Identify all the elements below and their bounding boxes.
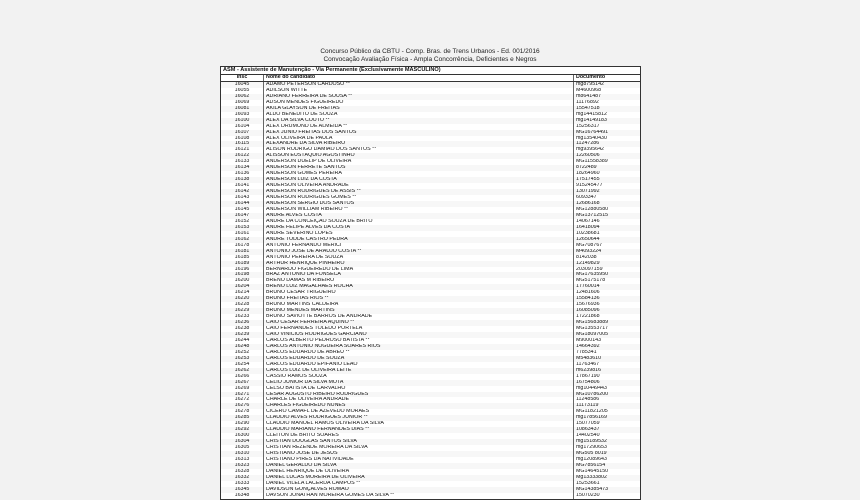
cell-insc: 16200 <box>221 278 264 284</box>
cell-name: ANDERSON WILLIAM RIBEIRO ** <box>264 207 574 213</box>
cell-name: CLÁUDIO ALVES RODRIGUES JÚNIOR ** <box>264 415 574 421</box>
cell-insc: 16262 <box>221 368 264 374</box>
cell-name: DAVIDSON GONÇALVES ROMÃO <box>264 487 574 493</box>
cell-insc: 16271 <box>221 392 264 398</box>
cell-name: ÁKILA GLAYSON DE FREITAS <box>264 106 574 112</box>
cell-insc: 16252 <box>221 350 264 356</box>
cell-document: MG15683889 <box>574 320 641 326</box>
cell-insc: 16272 <box>221 397 264 403</box>
cell-insc: 16333 <box>221 481 264 487</box>
cell-name: CRISTIAN REZENDE MOREIRA DA SILVA <box>264 445 574 451</box>
cell-document: 17867190 <box>576 373 600 379</box>
cell-insc: 16305 <box>221 445 264 451</box>
cell-name: CAIO VINICIUS RODRIGUES GARCIANO <box>264 332 574 338</box>
cell-name: BRUNO FREITAS RIOS ** <box>264 296 574 302</box>
cell-document: MG5175178 <box>576 278 606 284</box>
cell-insc: 16093 <box>221 112 264 118</box>
column-header-insc: Insc <box>221 75 264 81</box>
document-title: Concurso Público da CBTU - Comp. Bras. de Trens Urbanos - Ed. 001/2016 <box>320 48 540 55</box>
cell-document: mg14149183 <box>574 118 641 124</box>
cell-insc: 16266 <box>221 374 264 380</box>
cell-document: MG708767 <box>576 242 603 248</box>
cell-document: mg10449443 <box>576 385 607 391</box>
cell-document: 14402540 <box>576 433 600 439</box>
cell-insc: 16122 <box>221 153 264 159</box>
cell-name: ANDRÉ FELIPE ALVES DA COSTA <box>264 225 574 231</box>
cell-document: 915245477 <box>576 183 603 189</box>
cell-document: M4600968 <box>576 87 602 93</box>
cell-insc: 16198 <box>221 272 264 278</box>
cell-name: BERNARDO FIGUEIREDO DE LIMA <box>264 267 574 273</box>
cell-document: mg12089643 <box>576 457 607 462</box>
cell-insc: 16328 <box>221 469 264 475</box>
cell-name: CLEITON DE BRITO SOARES <box>264 433 574 439</box>
cell-document: MG12880580 <box>576 206 609 212</box>
cell-document: M4093224 <box>574 249 641 255</box>
cell-document: MG10786200 <box>574 392 641 398</box>
cell-document: MG16764491 <box>574 130 641 136</box>
cell-insc: 16162 <box>221 237 264 243</box>
cell-insc: 16239 <box>221 332 264 338</box>
cell-name: ANDERSON RODRIGUES DE ASSIS ** <box>264 189 574 195</box>
cell-insc: 16323 <box>221 463 264 469</box>
cell-insc: 16143 <box>221 195 264 201</box>
cell-insc: 16244 <box>221 338 264 344</box>
cell-name: ANDERSON OLIVEIRA ANDRADE <box>264 183 574 189</box>
column-header-document: Documento <box>574 75 641 81</box>
cell-document: 8142038 <box>576 254 597 260</box>
cell-document: m6239816 <box>574 368 641 374</box>
cell-document: 15547518 <box>574 106 641 112</box>
cell-document: 7785341 <box>576 349 597 355</box>
cell-name: CLÁUDIO MANOEL RAMOS OLIVEIRA DA SILVA <box>264 421 574 427</box>
cell-document: MG17635950 <box>574 272 641 278</box>
cell-name: CAIO CESAR FERREIRA AQUINO ** <box>264 320 574 326</box>
cell-name: BRUNO CÉSAR TRIGUEIRO <box>264 290 574 296</box>
cell-document: 11176892 <box>576 99 599 105</box>
cell-document: MG14385473 <box>574 487 641 493</box>
cell-document: MG18097005 <box>574 332 641 338</box>
cell-document: M5483610 <box>574 356 641 362</box>
cell-name: ADAMO PETERSON CARDOSO ** <box>264 81 574 87</box>
cell-document: 12650644 <box>574 237 641 243</box>
cell-document: MG11821205 <box>576 409 608 415</box>
cell-insc: 16285 <box>221 415 264 421</box>
cell-document: 13071992 <box>574 189 641 195</box>
cell-name: CARLOS EDUARDO DE ABREU ** <box>264 350 574 356</box>
cell-name: CHARLE DE OLIVEIRA ANDRADE <box>264 397 574 403</box>
cell-name: CARLOS EDUARDO DE SOUZA <box>264 356 574 362</box>
cell-document: 15253661 <box>576 480 600 486</box>
document-subtitle: Convocação Avaliação Física - Ampla Concorrência, Deficientes e Negros <box>323 56 537 63</box>
cell-document: 16085096 <box>574 308 641 314</box>
cell-name: CLAUDIO MARIANO FERNANDES DIAS ** <box>264 427 574 433</box>
cell-insc: 16248 <box>221 344 264 350</box>
cell-insc: 16152 <box>221 219 264 225</box>
cell-insc: 16189 <box>221 261 264 267</box>
cell-name: DANIEL GERALDO DA SILVA <box>264 463 574 469</box>
cell-name: ANDRÉ ALVES COSTA <box>264 213 574 219</box>
cell-name: ANDERSON DUELIP DE OLIVEIRA <box>264 159 574 165</box>
table-body <box>221 81 640 498</box>
cell-insc: 16144 <box>221 201 264 207</box>
cell-insc: 16153 <box>221 225 264 231</box>
cell-name: ADRIANO FERREIRA DE SOUSA ** <box>264 94 574 100</box>
cell-document: 12149829 <box>574 261 641 267</box>
cell-name: ALDO BENEDITO DE SOUZA <box>264 112 574 118</box>
cell-document: mg14415812 <box>576 111 607 117</box>
cell-insc: 16278 <box>221 409 264 415</box>
cell-insc: 16233 <box>221 314 264 320</box>
cell-document: 8722489 <box>574 165 641 171</box>
cell-document: MG13712515 <box>574 213 641 219</box>
cell-insc: 16185 <box>221 255 264 261</box>
cell-insc: 16313 <box>221 457 264 463</box>
cell-insc: 16228 <box>221 302 264 308</box>
cell-name: BRUNO MARTINS CALDEIRA <box>264 302 574 308</box>
cell-document: MG505 8019 <box>574 451 641 457</box>
cell-document: m8641487 <box>574 94 641 100</box>
cell-name: ANDERSON LUIZ DA COSTA <box>264 177 574 183</box>
cell-name: ALEX DRUMOND DE ALMEIDA ** <box>264 124 574 130</box>
cell-document: 14664392 <box>574 344 641 350</box>
cell-name: DANIEL LUCAS MOREIRA DE OLIVEIRA <box>264 475 574 481</box>
cell-name: CARLOS ANTONIO NOGUEIRA SOARES RIOS <box>264 344 574 350</box>
cell-document: mg13540430 <box>576 135 607 141</box>
cell-name: ALEX JUNIO FREITAS DOS SANTOS <box>264 130 574 136</box>
cell-insc: 16062 <box>221 94 264 100</box>
cell-name: BRENO LUIZ MAGALHÃES ROCHA <box>264 284 574 290</box>
cell-document: 6093347 <box>576 195 597 201</box>
cell-document: mg8795142 <box>574 81 641 87</box>
cell-insc: 16181 <box>221 249 264 255</box>
cell-name: ALEX OLIVEIRA DE PAULA <box>264 136 574 142</box>
cell-insc: 16055 <box>221 88 264 94</box>
cell-insc: 16269 <box>221 386 264 392</box>
cell-document: 15256317 <box>576 123 600 129</box>
cell-name: DANIEL VILELA LACERDA CAMPOS ** <box>264 481 574 487</box>
cell-name: BRENO DAMAS M RIBEIRO <box>264 278 574 284</box>
cell-name: CHARLES FIGUEIREDO NUNES <box>264 403 574 409</box>
cell-insc: 16147 <box>221 213 264 219</box>
cell-document: 15077059 <box>576 421 600 427</box>
cell-name: ANTONIO JOSÉ DE ARAÚJO COSTA ** <box>264 249 574 255</box>
cell-insc: 16310 <box>221 451 264 457</box>
cell-name: ANTÔNIO FERNANDO MÉRICI <box>264 243 574 249</box>
cell-name: ANTÔNIO PEREIRA DE SOUZA <box>264 255 574 261</box>
cell-document: mg17856169 <box>574 415 641 421</box>
cell-insc: 16236 <box>221 320 264 326</box>
cell-insc: 16121 <box>221 147 264 153</box>
cell-name: CARLOS EDUARDO EPIFÂNIO LEÃO <box>264 362 574 368</box>
cell-document: 14067146 <box>576 218 600 224</box>
cell-insc: 16214 <box>221 290 264 296</box>
cell-insc: 16133 <box>221 159 264 165</box>
cell-insc: 16069 <box>221 100 264 106</box>
cell-name: DANIEL HENRIQUE DE OLIVEIRA <box>264 469 574 475</box>
cell-insc: 16204 <box>221 284 264 290</box>
cell-document: mg9395642 <box>576 147 604 153</box>
cell-insc: 16104 <box>221 124 264 130</box>
cell-insc: 16134 <box>221 165 264 171</box>
cell-insc: 16254 <box>221 362 264 368</box>
cell-insc: 16141 <box>221 183 264 189</box>
cell-name: ALEXANDRE DA SILVA RIBEIRO <box>264 141 574 147</box>
cell-document: 17760014 <box>574 284 641 290</box>
cell-insc: 16220 <box>221 296 264 302</box>
cell-name: BRUNO MENDES MARTINS <box>264 308 574 314</box>
cell-name: ARTHUR HENRIQUE PINHEIRO <box>264 261 574 267</box>
cell-name: ANDERSON SÉRGIO DOS SANTOS <box>264 201 574 207</box>
cell-name: CRISTIANO JOSÉ DE JESUS <box>264 451 574 457</box>
cell-insc: 16045 <box>221 81 264 87</box>
cell-document: 17517455 <box>574 177 641 183</box>
cell-insc: 16108 <box>221 136 264 142</box>
cell-name: CÉLIO JUNIOR DA SILVA MOTA <box>264 380 574 386</box>
cell-name: ADILSON WITTE <box>264 88 574 94</box>
cell-document: MG11558389 <box>576 159 608 165</box>
cell-document: 10238681 <box>576 230 600 236</box>
cell-document: 16754806 <box>574 380 641 386</box>
cell-insc: 16100 <box>221 118 264 124</box>
table-row <box>221 493 640 499</box>
candidates-table <box>220 66 641 500</box>
cell-name: ANDERSON FERRETE SANTOS <box>264 165 574 171</box>
cell-insc: 16300 <box>221 433 264 439</box>
cell-document: 12481606 <box>576 290 600 296</box>
cell-document: 15584136 <box>574 296 641 302</box>
cell-document: 10863437 <box>574 427 641 433</box>
cell-name: ALISSON EUSTÁQUIO AGOSTINHO <box>264 153 574 159</box>
column-header-name: Nome do candidato <box>264 75 574 81</box>
cell-insc: 16115 <box>221 141 264 147</box>
cell-insc: 16290 <box>221 421 264 427</box>
cell-name: CAIO FERNANDES TOLEDO PORTELA <box>264 326 574 332</box>
cell-insc: 16107 <box>221 130 264 136</box>
cell-insc: 16138 <box>221 177 264 183</box>
cell-insc: 16348 <box>221 493 264 499</box>
cell-name: ALISON RODRIGO DAMIÃO DOS SANTOS ** <box>264 147 574 153</box>
cell-insc: 16142 <box>221 189 264 195</box>
cell-insc: 16292 <box>221 427 264 433</box>
cell-name: CELSO BATISTA DE CARVALHO <box>264 386 574 392</box>
cell-document: 203097159 <box>576 266 603 272</box>
cell-insc: 16253 <box>221 356 264 362</box>
cell-document: M9000143 <box>576 337 602 343</box>
cell-name: ANDRÉ DA CONCEIÇÃO SOUZA DE BRITO <box>264 219 574 225</box>
cell-insc: 16238 <box>221 326 264 332</box>
cell-document: Mg13333802 <box>574 475 641 481</box>
cell-name: BRUNO SAVIOTTE BARROS DE ANDRADE <box>264 314 574 320</box>
cell-document: mg15189532 <box>574 439 641 445</box>
cell-insc: 16304 <box>221 439 264 445</box>
cell-insc: 16267 <box>221 380 264 386</box>
cell-document: MG14645150 <box>576 468 609 474</box>
cell-name: BRAZ ANTONIO DA FONSECA <box>264 272 574 278</box>
cell-insc: 16276 <box>221 403 264 409</box>
cell-insc: 16332 <box>221 475 264 481</box>
cell-document: 11248586 <box>576 397 600 403</box>
cell-document: 12260506 <box>574 153 641 159</box>
cell-name: CÍCERO CAMAFL DE AZEVEDO MORAES <box>264 409 574 415</box>
cell-document: 11247286 <box>574 141 641 147</box>
cell-document: 15676936 <box>576 302 600 308</box>
cell-document: 16418094 <box>574 225 641 231</box>
cell-insc: 16136 <box>221 171 264 177</box>
cell-name: ANDERSON GOMES PEREIRA <box>264 171 574 177</box>
cell-document: 12686168 <box>574 201 641 207</box>
cell-name: CRISTIAN DOUGLAS SANTOS SILVA <box>264 439 574 445</box>
cell-name: CRISTIANO PIRES DA NATIVIDADE <box>264 457 574 463</box>
cell-name: ANDRÉ TODDE CASTRO PEDRA <box>264 237 574 243</box>
cell-document: 11173119 <box>574 403 641 409</box>
cell-name: CESAR AUGUSTO RIBEIRO RODRIGUES <box>264 392 574 398</box>
cell-document: mg17290653 <box>576 445 607 451</box>
cell-name: ANDRÉ SEVERINO LOPES <box>264 231 574 237</box>
cell-insc: 16178 <box>221 243 264 249</box>
cell-document: 15070230 <box>576 492 600 498</box>
cell-document: 11763467 <box>576 361 600 367</box>
cell-insc: 16345 <box>221 487 264 493</box>
cell-name: ADSON MENDES FIGUEIREDO <box>264 100 574 106</box>
cell-name: DAVSON JONATHAN MOREIRA GOMES DA SILVA ** <box>264 493 574 499</box>
cell-name: CASSIO RAMOS SOUZA <box>264 374 574 380</box>
cell-name: CARLOS LUIZ DE OLIVEIRA LEITE <box>264 368 574 374</box>
cell-document: 17221868 <box>576 314 600 320</box>
cell-document: MG13553717 <box>576 326 609 332</box>
cell-insc: 16196 <box>221 267 264 273</box>
cell-insc: 16229 <box>221 308 264 314</box>
cell-name: ANDERSON RODRIGUES GOMES ** <box>264 195 574 201</box>
cell-document: 18264960 <box>576 171 600 177</box>
cell-insc: 16145 <box>221 207 264 213</box>
cell-name: ALEX DA SILVA COUTO ** <box>264 118 574 124</box>
table-title: ASM - Assistente de Manutenção - Via Permanente (Exclusivamente MASCULINO) <box>221 67 640 75</box>
cell-name: CARLOS ALBERTO PEDROSO BATISTA ** <box>264 338 574 344</box>
cell-insc: 16081 <box>221 106 264 112</box>
cell-insc: 16161 <box>221 231 264 237</box>
cell-document: MG7856154 <box>574 463 641 469</box>
